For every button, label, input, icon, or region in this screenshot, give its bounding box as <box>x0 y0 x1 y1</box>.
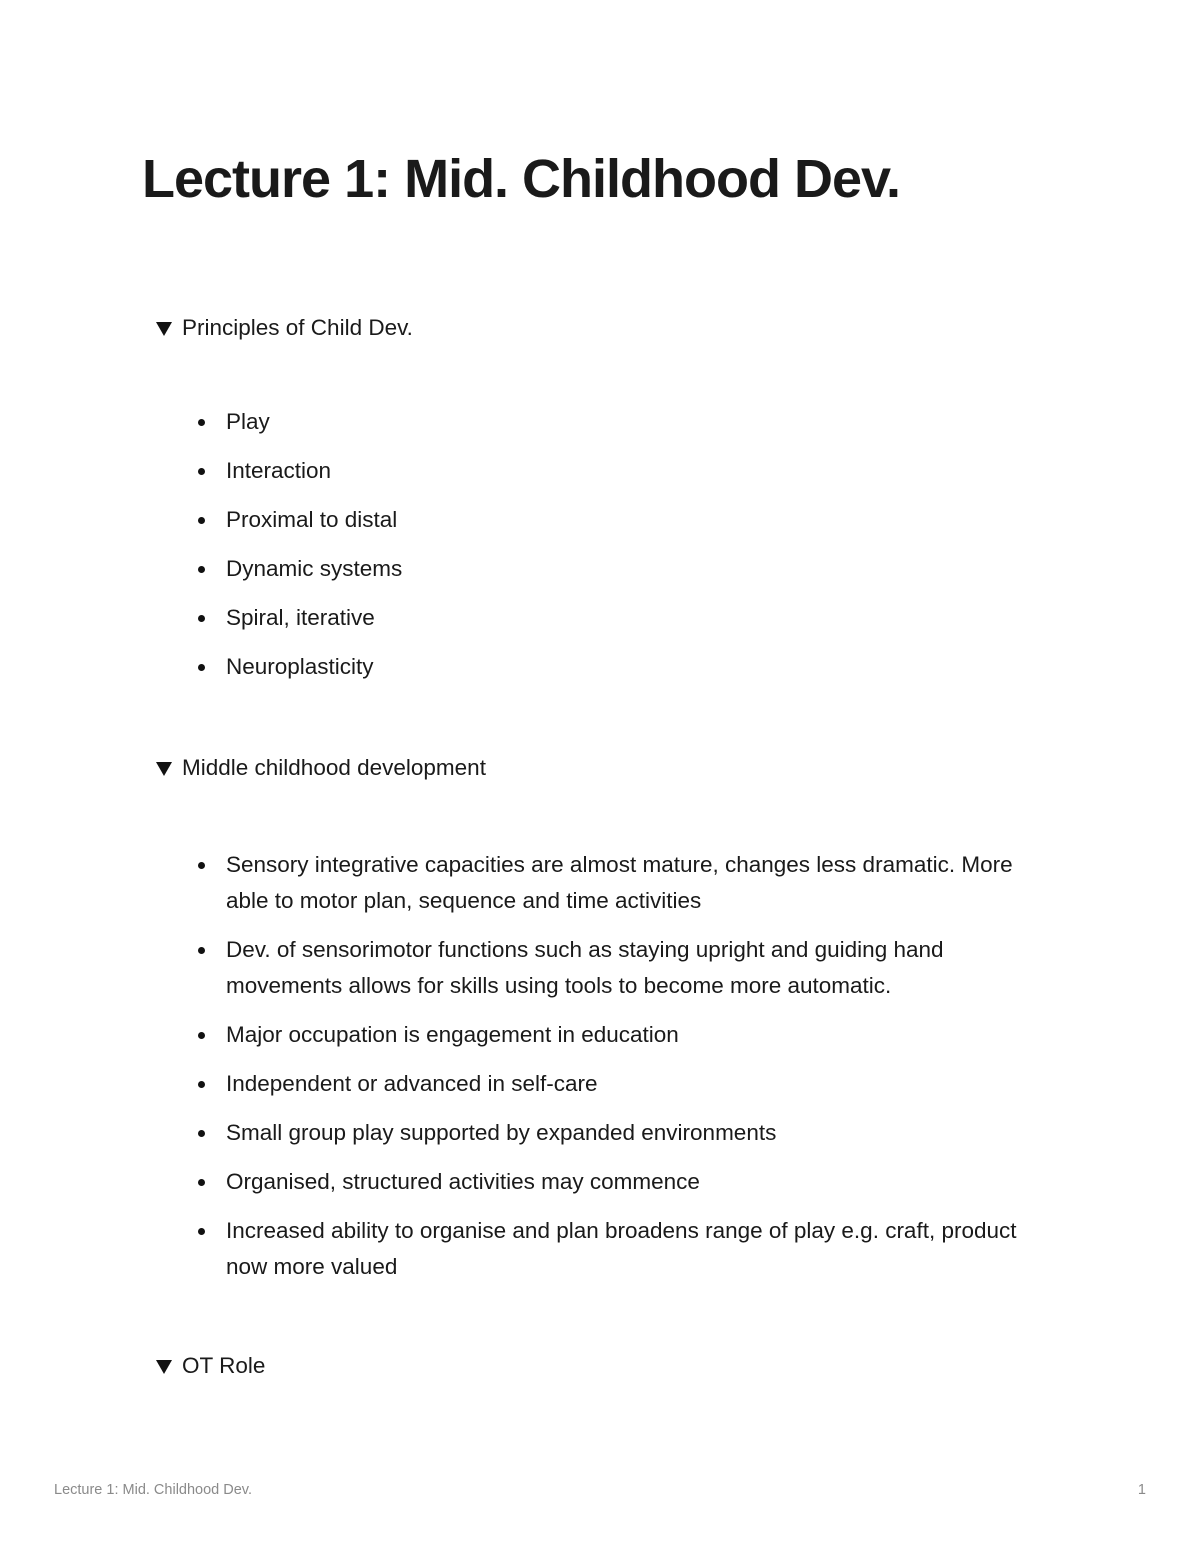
bullet-icon <box>198 1081 205 1088</box>
toggle-heading: Middle childhood development <box>182 755 486 780</box>
list-item: Spiral, iterative <box>198 600 1058 636</box>
bullet-icon <box>198 419 205 426</box>
bullet-icon <box>198 1032 205 1039</box>
page-number: 1 <box>1137 1482 1146 1498</box>
toggle-heading: Principles of Child Dev. <box>182 315 413 340</box>
footer-title: Lecture 1: Mid. Childhood Dev. <box>54 1482 253 1498</box>
toggle-middle-childhood-development[interactable] <box>156 753 486 783</box>
bullet-icon <box>198 1130 205 1137</box>
list-item: Sensory integrative capacities are almost mature, changes less dramatic. More able to motor plan, sequence and time activities <box>198 847 1058 919</box>
bullet-icon <box>198 862 205 869</box>
bullet-icon <box>198 1179 205 1186</box>
list-item: Organised, structured activities may commence <box>198 1164 1058 1200</box>
page-title: Lecture 1: Mid. Childhood Dev. <box>142 149 901 209</box>
list-item: Small group play supported by expanded environments <box>198 1115 1058 1151</box>
bullet-icon <box>198 566 205 573</box>
toggle-heading: OT Role <box>182 1353 266 1378</box>
list-item: Neuroplasticity <box>198 649 1058 685</box>
bullet-icon <box>198 1228 205 1235</box>
toggle-principles-of-child-dev[interactable] <box>156 313 413 343</box>
bullet-icon <box>198 664 205 671</box>
list-item: Independent or advanced in self-care <box>198 1066 1058 1102</box>
bullet-icon <box>198 468 205 475</box>
list-item: Interaction <box>198 453 1058 489</box>
triangle-down-icon[interactable] <box>156 322 172 336</box>
bullet-list-principles <box>198 404 1058 685</box>
bullet-icon <box>198 615 205 622</box>
bullet-icon <box>198 517 205 524</box>
list-item: Play <box>198 404 1058 440</box>
list-item: Increased ability to organise and plan broadens range of play e.g. craft, product now more valued <box>198 1213 1058 1285</box>
toggle-ot-role[interactable] <box>156 1351 265 1381</box>
bullet-list-middle-childhood <box>198 847 1058 1285</box>
bullet-icon <box>198 947 205 954</box>
list-item: Dynamic systems <box>198 551 1058 587</box>
triangle-down-icon[interactable] <box>156 1360 172 1374</box>
triangle-down-icon[interactable] <box>156 762 172 776</box>
list-item: Major occupation is engagement in education <box>198 1017 1058 1053</box>
list-item: Dev. of sensorimotor functions such as staying upright and guiding hand movements allows for skills using tools to become more automatic. <box>198 932 1058 1004</box>
list-item: Proximal to distal <box>198 502 1058 538</box>
